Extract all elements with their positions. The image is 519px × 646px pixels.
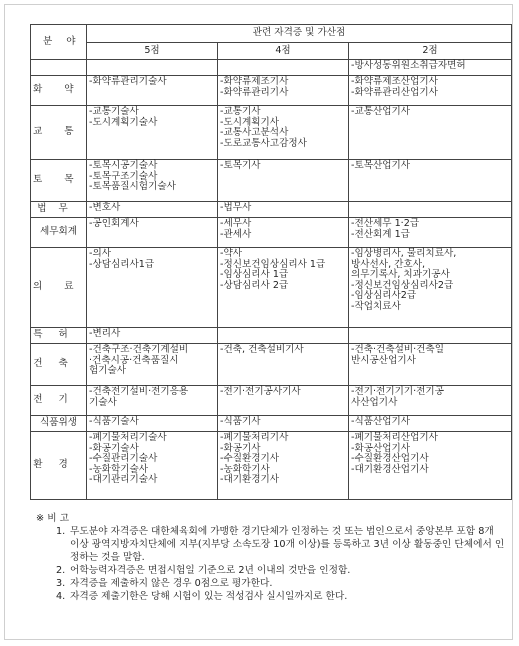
- points-cell-4: [218, 160, 349, 202]
- note-number: 3.: [56, 578, 66, 589]
- points-cell-5: [87, 218, 218, 248]
- points-cell-5: [87, 248, 218, 328]
- points-cell-2: [349, 344, 512, 386]
- points-cell-5: [87, 416, 218, 432]
- certificate-item: -대기환경기사: [220, 474, 280, 486]
- points-cell-5: [87, 386, 218, 416]
- points-cell-5: [87, 160, 218, 202]
- note-number: 1.: [56, 526, 66, 537]
- note-item: [56, 564, 506, 577]
- points-cell-2: [349, 60, 512, 76]
- points-cell-2: [349, 248, 512, 328]
- points-cell-5: [87, 328, 218, 344]
- certificate-item: -임상심리사 1급: [220, 269, 289, 281]
- points-cell-4: [218, 106, 349, 160]
- note-number: 4.: [56, 591, 66, 602]
- certificate-item: -대기관리기술사: [89, 474, 158, 486]
- field-cell: 토목: [31, 160, 87, 202]
- certificate-item: -상담심리사 2급: [220, 279, 289, 291]
- note-text: 어학능력자격증은 면접시험일 기준으로 2년 이내의 것만을 인정함.: [70, 565, 351, 576]
- certificate-item: -변호사: [89, 202, 121, 213]
- points-cell-2: [349, 106, 512, 160]
- certificate-item: -대기환경산업기사: [351, 463, 429, 475]
- points-cell-4: [218, 76, 349, 106]
- points-cell-2: [349, 160, 512, 202]
- note-text: 자격증 제출기한은 당해 시험이 있는 적성검사 실시일까지로 한다.: [70, 591, 348, 602]
- certificate-item: -건축전기설비·전기응용: [89, 386, 189, 397]
- header-5-points: 5점: [87, 43, 218, 60]
- field-cell: 의료: [31, 248, 87, 328]
- certificate-item: -화공기술사: [89, 442, 139, 454]
- points-cell-4: [218, 202, 349, 218]
- certificate-item: -화약류제조기사: [220, 76, 289, 87]
- certificate-item: -약사: [220, 248, 242, 259]
- certificate-item: -교통사고분석사: [220, 127, 289, 139]
- note-item: [56, 525, 506, 564]
- table-row: [31, 202, 512, 218]
- certificate-item: -화약류관리기술사: [89, 76, 167, 87]
- points-cell-2: [349, 328, 512, 344]
- group-header: 관련 자격증 및 가산점: [87, 25, 512, 43]
- field-cell: 법무: [31, 202, 87, 218]
- certificate-item: -수질관리기술사: [89, 453, 158, 465]
- certificate-item: -폐기물처리산업기사: [351, 432, 438, 443]
- table-row: [31, 432, 512, 500]
- note-number: 2.: [56, 565, 66, 576]
- notes-section: [36, 512, 506, 603]
- certificate-item: -폐기물처리기사: [220, 432, 289, 443]
- certificate-item: -변리사: [89, 328, 121, 339]
- certificate-item: -도로교통사고감정사: [220, 137, 307, 149]
- certificate-item: -임상심리사2급: [351, 290, 417, 302]
- field-cell: 특허: [31, 328, 87, 344]
- certificate-item: -도시계획기사: [220, 116, 280, 128]
- certificate-item: -공인회계사: [89, 218, 139, 229]
- certificate-item: -식품산업기사: [351, 416, 411, 427]
- points-cell-4: [218, 344, 349, 386]
- certificate-item: -화약류관리산업기사: [351, 86, 438, 98]
- certificate-item: -화공산업기사: [351, 442, 411, 454]
- certificate-item: -전기·전기기기·전기공: [351, 386, 444, 397]
- certificate-item: -교통기술사: [89, 106, 139, 117]
- certificate-item: 의무기록사, 치과기공사: [351, 269, 450, 281]
- table-row: [31, 344, 512, 386]
- certificate-item: -건축·건축설비·건축일: [351, 344, 444, 355]
- certificate-item: -세무사: [220, 218, 252, 229]
- certificate-item: -관세사: [220, 228, 252, 240]
- table-row: [31, 60, 512, 76]
- points-cell-4: [218, 218, 349, 248]
- certificate-item: -정신보건임상심리사 1급: [220, 258, 326, 270]
- certificate-item: -토목품질시험기술사: [89, 181, 176, 193]
- field-cell: 건축: [31, 344, 87, 386]
- certificate-item: -식품기사: [220, 416, 261, 427]
- points-cell-4: [218, 248, 349, 328]
- certificate-item: -화공기사: [220, 442, 261, 454]
- points-cell-4: [218, 328, 349, 344]
- certificate-item: -토목기사: [220, 160, 261, 171]
- table-row: [31, 76, 512, 106]
- points-cell-2: [349, 218, 512, 248]
- points-cell-5: [87, 60, 218, 76]
- table-row: [31, 328, 512, 344]
- certificate-item: 험기술사: [89, 365, 127, 377]
- certificate-item: -토목시공기술사: [89, 160, 158, 171]
- certificate-item: -식품기술사: [89, 416, 139, 427]
- notes-list: [36, 525, 506, 603]
- certificate-item: -화약류제조산업기사: [351, 76, 438, 87]
- field-cell: 환경: [31, 432, 87, 500]
- field-cell: [31, 60, 87, 76]
- table-row: [31, 160, 512, 202]
- points-cell-4: [218, 60, 349, 76]
- points-cell-2: [349, 416, 512, 432]
- points-cell-5: [87, 432, 218, 500]
- certificate-item: 기술사: [89, 396, 117, 408]
- points-cell-4: [218, 416, 349, 432]
- table-row: [31, 218, 512, 248]
- table-row: [31, 248, 512, 328]
- certificate-item: -법무사: [220, 202, 252, 213]
- certificate-item: -수질환경산업기사: [351, 453, 429, 465]
- notes-title: ※ 비 고: [36, 513, 69, 524]
- certificate-item: -폐기물처리기술사: [89, 432, 167, 443]
- points-cell-2: [349, 202, 512, 218]
- field-cell: 세무회계: [31, 218, 87, 248]
- certificate-item: -전산회계 1급: [351, 228, 410, 240]
- certificate-item: -상담심리사1급: [89, 258, 155, 270]
- certificate-item: -농화학기사: [220, 463, 270, 475]
- points-cell-5: [87, 202, 218, 218]
- field-cell: 식품위생: [31, 416, 87, 432]
- certificate-item: -토목산업기사: [351, 160, 411, 171]
- certificate-item: -교통산업기사: [351, 106, 411, 117]
- field-cell: 화약: [31, 76, 87, 106]
- points-cell-2: [349, 76, 512, 106]
- table-body: [31, 60, 512, 500]
- table-row: [31, 106, 512, 160]
- certificate-points-table: [30, 24, 512, 500]
- certificate-item: -정신보건임상심리사2급: [351, 279, 454, 291]
- field-cell: 전기: [31, 386, 87, 416]
- note-item: [56, 577, 506, 590]
- certificate-item: -도시계획기술사: [89, 116, 158, 128]
- points-cell-4: [218, 386, 349, 416]
- certificate-item: -농화학기술사: [89, 463, 149, 475]
- certificate-item: -수질환경기사: [220, 453, 280, 465]
- points-cell-5: [87, 106, 218, 160]
- certificate-item: -방사성동위원소취급자면허: [351, 60, 466, 71]
- certificate-item: -교통기사: [220, 106, 261, 117]
- table-row: [31, 416, 512, 432]
- points-cell-4: [218, 432, 349, 500]
- certificate-item: -화약류관리기사: [220, 86, 289, 98]
- certificate-item: ·건축시공·건축품질시: [89, 354, 179, 366]
- points-cell-2: [349, 386, 512, 416]
- certificate-item: -토목구조기술사: [89, 170, 158, 182]
- certificate-item: 사산업기사: [351, 396, 398, 408]
- certificate-item: -건축구조·건축기계설비: [89, 344, 189, 355]
- table-row: [31, 386, 512, 416]
- points-cell-5: [87, 76, 218, 106]
- certificate-item: -전산세무 1·2급: [351, 218, 420, 229]
- note-text: 자격증을 제출하지 않은 경우 0점으로 평가한다.: [70, 578, 273, 589]
- certificate-item: -건축, 건축설비기사: [220, 344, 304, 355]
- field-column-header: 분야: [31, 25, 87, 60]
- note-text: 무도분야 자격증은 대한체육회에 가맹한 경기단체가 인정하는 것 또는 법인으로서 중앙본부 포함 8개 이상 광역지방자치단체에 지부(지부당 소속도장 10개 이상)를 등록하고 3년 이상 활동중인 단체에서 인정하는 것을 말함.: [70, 526, 505, 563]
- points-cell-2: [349, 432, 512, 500]
- note-item: [56, 590, 506, 603]
- certificate-item: -작업치료사: [351, 300, 401, 312]
- certificate-item: 반시공산업기사: [351, 354, 416, 366]
- certificate-item: -전기·전기공사기사: [220, 386, 301, 397]
- header-2-points: 2점: [349, 43, 512, 60]
- certificate-item: -임상병리사, 물리치료사,: [351, 248, 457, 259]
- field-cell: 교통: [31, 106, 87, 160]
- certificate-item: 방사선사, 간호사,: [351, 258, 426, 270]
- points-cell-5: [87, 344, 218, 386]
- header-4-points: 4점: [218, 43, 349, 60]
- certificate-item: -의사: [89, 248, 111, 259]
